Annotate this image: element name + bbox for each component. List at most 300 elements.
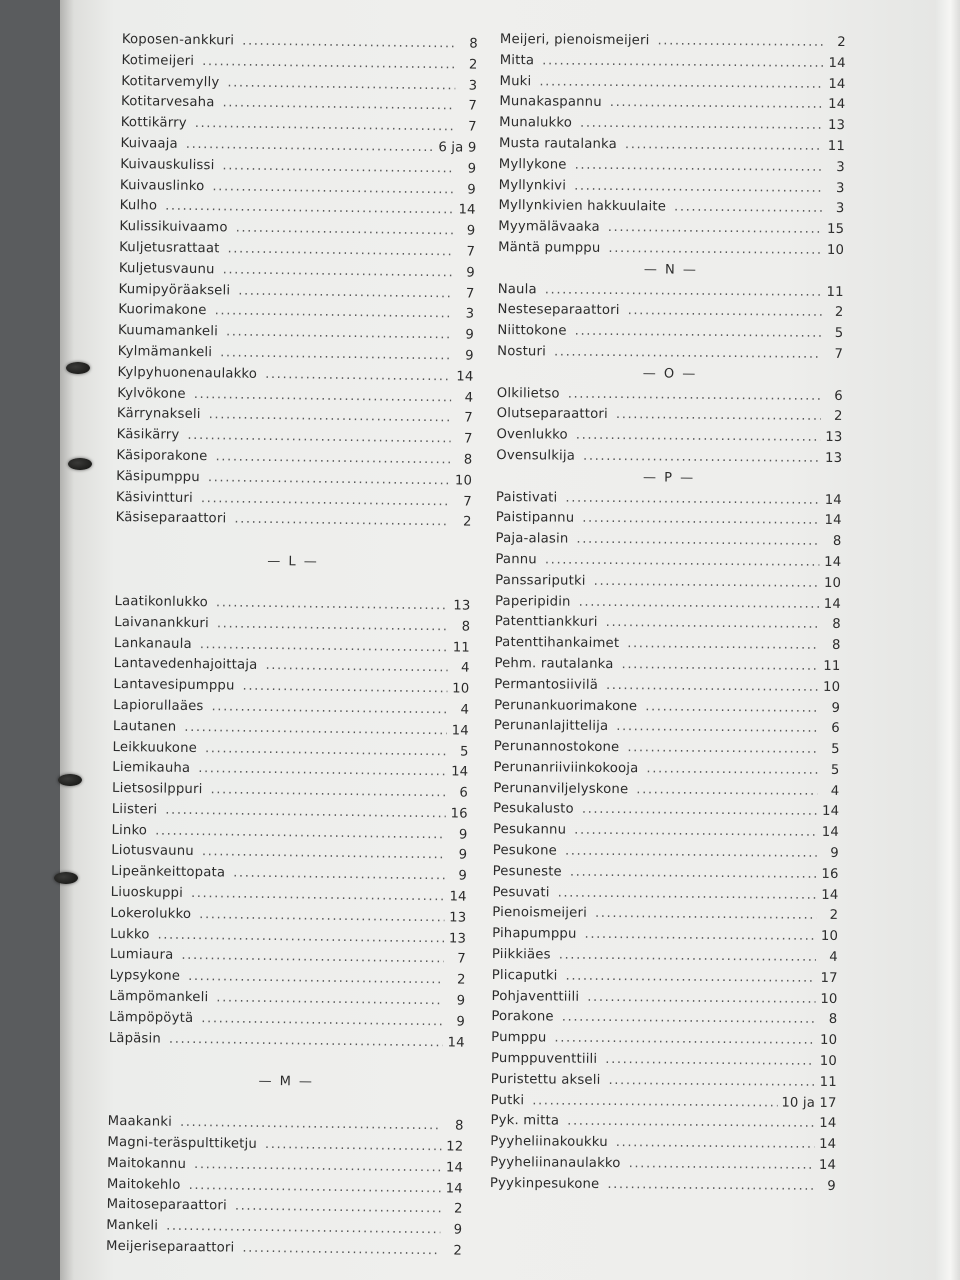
page-number: 12 [446, 1139, 464, 1155]
page-number: 14 [821, 887, 839, 903]
page-number: 2 [456, 972, 466, 988]
page-number: 6 ja 9 [438, 140, 477, 156]
index-term: Kuljetusvaunu [118, 260, 215, 277]
index-term: Perunannostokone [493, 739, 620, 756]
page-number: 17 [820, 970, 838, 986]
index-term: Piikkiäes [491, 947, 551, 963]
index-term: Panssariputki [495, 572, 586, 589]
dot-leader [606, 613, 819, 636]
index-term: Kuivauskulissi [120, 156, 215, 174]
index-entry [493, 841, 839, 865]
index-term: Lämpöpöytä [108, 1009, 194, 1026]
page-number: 2 [453, 1243, 463, 1259]
page-number: 14 [451, 723, 469, 739]
index-term: Paistivati [495, 489, 558, 506]
dot-leader [627, 738, 818, 760]
dot-leader [554, 1029, 815, 1052]
dot-leader [628, 301, 822, 323]
index-term: Pyykinpesukone [489, 1175, 600, 1192]
index-term: Muki [499, 73, 532, 89]
index-entry [499, 134, 845, 158]
index-entry [495, 550, 841, 574]
page-number: 14 [821, 825, 840, 841]
page-number: 7 [468, 119, 477, 135]
index-term: Meijeri, pienoismeijeri [499, 31, 650, 49]
index-term: Perunanriiviinkokooja [493, 759, 639, 777]
page-number: 9 [466, 223, 476, 239]
index-entry [496, 508, 842, 532]
index-entry [499, 176, 845, 200]
page-number: 4 [829, 949, 838, 966]
page-number: 2 [833, 409, 843, 425]
section-heading: — N — [643, 262, 698, 278]
index-entry [491, 987, 837, 1011]
page-number: 7 [464, 410, 474, 426]
index-term: Lantavedenhajoittaja [113, 656, 258, 674]
page-number: 4 [460, 702, 470, 718]
index-term: Perunanlajittelija [493, 718, 609, 735]
dot-leader [582, 800, 818, 823]
index-entry [490, 1153, 836, 1177]
dot-leader [584, 925, 816, 948]
index-entry [491, 1028, 837, 1052]
page-number: 6 [834, 388, 843, 404]
binder-ring-icon [66, 362, 90, 374]
page-number: 14 [824, 513, 842, 529]
index-column-left [106, 30, 478, 1262]
page-number: 2 [468, 57, 478, 73]
page-number: 14 [445, 1160, 464, 1176]
dot-leader [217, 614, 449, 638]
index-term: Olutseparaattori [496, 406, 609, 423]
dot-leader [242, 1239, 440, 1262]
index-term: Kotitarvemylly [121, 73, 220, 90]
binder-ring-icon [58, 774, 82, 786]
dot-leader [216, 988, 443, 1012]
index-entry [499, 113, 845, 137]
index-entry [494, 654, 840, 678]
index-term: Käsipumppu [116, 468, 200, 485]
page-number: 14 [447, 1035, 465, 1051]
index-term: Liemikauha [112, 760, 191, 777]
dot-leader [545, 280, 822, 303]
index-term: Kotimeijeri [121, 52, 195, 69]
page-number: 10 [826, 242, 845, 258]
page-number: 6 [459, 785, 469, 801]
index-term: Pyk. mitta [490, 1113, 560, 1129]
page-number: 13 [449, 910, 467, 926]
dot-leader [568, 384, 821, 407]
index-term: Myymälävaaka [498, 219, 600, 236]
page-number: 14 [458, 202, 476, 219]
page-number: 13 [453, 598, 471, 614]
index-term: Myllynkivien hakkuulaite [498, 198, 667, 215]
page-number: 8 [461, 619, 471, 635]
index-term: Maitokannu [107, 1155, 187, 1172]
page-number: 9 [467, 161, 477, 177]
index-term: Laivanankkuri [114, 614, 210, 631]
page-number: 9 [831, 700, 841, 716]
index-entry [492, 883, 838, 907]
page-number: 2 [837, 34, 846, 51]
page-number: 14 [818, 1157, 837, 1174]
index-term: Lietsosilppuri [111, 781, 203, 798]
dot-leader [216, 593, 449, 617]
page-number: 15 [827, 222, 845, 238]
index-term: Lämpömankeli [109, 988, 209, 1006]
page-number: 10 [820, 929, 839, 945]
page-number: 3 [465, 306, 475, 322]
index-entry [490, 1111, 836, 1135]
page-number: 10 [452, 681, 470, 697]
page-number: 3 [835, 201, 845, 217]
page-number: 9 [456, 1014, 466, 1030]
dot-leader [226, 323, 452, 347]
page-number: 14 [828, 97, 846, 113]
page-number: 9 [467, 182, 477, 198]
page-number: 9 [456, 993, 466, 1009]
dot-leader [579, 592, 820, 615]
page-number: 14 [819, 1137, 837, 1153]
index-term: Liisteri [111, 801, 158, 818]
index-entry [491, 1007, 837, 1031]
dot-leader [532, 1091, 777, 1114]
index-entry [499, 92, 845, 116]
dot-leader [574, 176, 823, 199]
index-term: Permantosiivilä [494, 676, 599, 693]
index-term: Lapiorullaäes [113, 697, 204, 715]
page-number: 13 [448, 931, 467, 947]
index-term: Kylvökone [117, 385, 186, 402]
index-entry [499, 72, 845, 96]
index-entry [497, 342, 843, 366]
index-term: Pyyheliinakoukku [490, 1134, 608, 1151]
page-number: 9 [465, 348, 474, 364]
dot-leader [607, 1175, 814, 1198]
page-number: 8 [828, 1012, 838, 1028]
page-number: 2 [834, 305, 844, 321]
page-number: 14 [819, 1116, 837, 1132]
dot-leader [616, 1133, 815, 1156]
index-term: Kuumamankeli [117, 323, 219, 340]
index-term: Pesuneste [492, 863, 562, 880]
index-term: Myllynkivi [498, 177, 567, 194]
index-term: Mitta [499, 52, 535, 69]
index-term: Käsiseparaattori [115, 510, 227, 527]
index-term: Maakanki [107, 1114, 173, 1130]
index-entry [494, 737, 840, 761]
index-term: Paperipidin [494, 593, 571, 610]
index-term: Patenttihankaimet [494, 635, 620, 652]
page-number: 4 [830, 783, 840, 799]
page-number: 10 [823, 679, 841, 695]
page-number: 9 [465, 327, 475, 343]
dot-leader [220, 343, 452, 367]
index-term: Kylmämankeli [117, 343, 213, 361]
page-number: 4 [460, 660, 470, 676]
index-entry [492, 903, 838, 927]
index-entry [493, 779, 839, 803]
binding-shadow [60, 0, 74, 1280]
index-term: Munakaspannu [499, 94, 602, 111]
dot-leader [565, 842, 817, 865]
dot-leader [627, 634, 819, 656]
index-term: Myllykone [498, 156, 567, 173]
dot-leader [608, 218, 823, 241]
index-entry [498, 238, 844, 262]
dot-leader [545, 550, 820, 573]
index-term: Läpäsin [108, 1030, 162, 1047]
index-entry [495, 591, 841, 615]
page-number: 10 [819, 1053, 838, 1070]
page-number: 4 [464, 390, 474, 406]
page-number: 9 [458, 847, 468, 864]
index-term: Kylpyhuonenaulakko [117, 364, 258, 382]
index-term: Leikkuukone [112, 739, 198, 756]
binder-ring-icon [54, 872, 78, 884]
dot-leader [235, 219, 453, 243]
index-term: Perunankuorimakone [494, 697, 638, 714]
index-term: Käsivintturi [115, 489, 194, 506]
index-entry [492, 924, 838, 948]
page-number: 8 [469, 36, 478, 52]
page-edge [936, 0, 960, 1280]
page-number: 8 [832, 617, 841, 633]
dot-leader [594, 572, 820, 595]
dot-leader [583, 447, 820, 470]
page-number: 14 [824, 492, 842, 508]
index-entry [491, 1049, 837, 1073]
index-term: Paja-alasin [495, 531, 569, 547]
dot-leader [575, 322, 822, 345]
index-entry [500, 51, 846, 75]
index-entry [497, 404, 843, 428]
section-heading: — O — [642, 366, 698, 382]
dot-leader [235, 1197, 441, 1220]
index-entry [490, 1174, 836, 1198]
index-entry [498, 217, 844, 241]
page-number: 10 [454, 473, 473, 489]
index-entry [497, 321, 843, 345]
dot-leader [636, 780, 817, 802]
page-number: 5 [834, 326, 844, 342]
page-number: 5 [830, 762, 840, 778]
section-heading: — L — [267, 554, 319, 570]
index-term: Mankeli [106, 1218, 159, 1234]
index-entry [498, 196, 844, 220]
dot-leader [539, 72, 823, 95]
index-term: Lukko [110, 926, 150, 943]
page-number: 3 [836, 159, 845, 175]
dot-leader [227, 73, 455, 97]
index-term: Kuljetusrattaat [119, 239, 220, 257]
page-number: 8 [454, 1118, 464, 1134]
index-entry [496, 488, 842, 512]
index-entry [492, 966, 838, 990]
index-term: Kuivauslinko [119, 177, 205, 194]
index-entry [496, 446, 842, 470]
page-number: 16 [450, 806, 468, 822]
index-entry [490, 1132, 836, 1156]
dot-leader [542, 51, 824, 74]
page-number: 9 [830, 845, 839, 862]
page-number: 7 [463, 431, 473, 447]
index-entry [496, 425, 842, 449]
dot-leader [587, 987, 815, 1010]
page-number: 9 [458, 868, 468, 884]
dot-leader [222, 260, 453, 284]
index-entry [497, 384, 843, 408]
index-entry [495, 529, 841, 553]
index-term: Paistipannu [495, 510, 575, 526]
page-number: 7 [463, 494, 472, 510]
page-number: 13 [825, 450, 843, 466]
dot-leader [674, 198, 823, 220]
page-number: 10 [820, 991, 838, 1007]
index-term: Kumipyöräakseli [118, 281, 231, 299]
page-number: 7 [457, 951, 466, 968]
index-entry [493, 862, 839, 886]
index-entry [497, 300, 843, 324]
index-term: Kuorimakone [118, 302, 207, 319]
dot-leader [554, 342, 821, 365]
index-entry [491, 1091, 837, 1115]
index-term: Olkilietso [496, 385, 560, 402]
page-number: 10 [819, 1033, 838, 1049]
dot-leader [265, 365, 452, 388]
index-term: Meijeriseparaattori [105, 1238, 235, 1256]
dot-leader [234, 510, 450, 534]
index-term: Magni-teräspulttiketju [107, 1134, 258, 1152]
dot-leader [582, 509, 820, 532]
page-number: 9 [827, 1178, 836, 1194]
index-term: Plicaputki [491, 967, 558, 984]
dot-leader [565, 966, 815, 989]
page-number: 8 [463, 452, 473, 468]
dot-leader [595, 904, 816, 927]
dot-leader [576, 530, 819, 553]
index-term: Pumppu [491, 1030, 547, 1046]
dot-leader [238, 281, 453, 305]
page-number: 14 [823, 596, 842, 612]
index-entry [491, 1070, 837, 1094]
page-number: 13 [825, 429, 843, 446]
index-term: Pumppuventtiili [490, 1051, 598, 1067]
page-number: 8 [832, 534, 842, 550]
section-heading: — M — [258, 1074, 315, 1091]
page-number: 14 [449, 889, 467, 905]
index-term: Laatikonlukko [114, 593, 209, 611]
dot-leader [608, 1071, 815, 1094]
page-number: 10 [823, 575, 842, 591]
dot-leader [559, 946, 816, 969]
index-entry [494, 716, 840, 740]
index-term: Ovensulkija [496, 447, 576, 464]
dot-leader [574, 821, 817, 844]
index-term: Niittokone [497, 323, 567, 339]
index-term: Nosturi [497, 343, 547, 360]
dot-leader [222, 156, 454, 180]
index-term: Käsikärry [116, 427, 180, 443]
index-entry [493, 799, 839, 823]
page-number: 16 [821, 866, 839, 882]
page-number: 5 [459, 743, 469, 760]
dot-leader [242, 677, 447, 700]
index-entry [499, 155, 845, 179]
page-number: 11 [819, 1074, 837, 1090]
dot-leader [621, 655, 818, 678]
page-number: 14 [451, 764, 469, 780]
index-page [60, 0, 960, 1280]
page-number: 7 [468, 98, 478, 115]
dot-leader [227, 239, 453, 263]
index-term: Pannu [495, 551, 537, 568]
index-entry [498, 280, 844, 304]
page-number: 7 [834, 346, 844, 362]
index-term: Munalukko [499, 115, 573, 131]
dot-leader [575, 155, 823, 178]
index-term: Pihapumppu [492, 926, 577, 942]
index-term: Pohjaventtiili [491, 988, 580, 1005]
index-term: Perunanviljelyskone [493, 780, 629, 797]
index-entry [494, 675, 840, 699]
page-number: 8 [831, 638, 841, 654]
page-number: 9 [466, 265, 475, 281]
index-term: Kuivaaja [120, 135, 178, 152]
index-term: Kulissikuivaamo [119, 219, 228, 236]
index-term: Pyyheliinanaulakko [490, 1154, 621, 1172]
dot-leader [570, 863, 817, 886]
index-term: Liotusvaunu [111, 843, 194, 860]
index-entry [495, 612, 841, 636]
dot-leader [169, 1029, 443, 1053]
dot-leader [616, 717, 818, 740]
dot-leader [616, 405, 821, 428]
page-number: 11 [827, 138, 846, 154]
index-term: Patenttiankkuri [494, 614, 598, 631]
index-term: Pesuvati [492, 884, 550, 901]
index-term: Maitokehlo [106, 1176, 181, 1193]
page-number: 9 [458, 827, 468, 843]
index-term: Lautanen [112, 718, 177, 735]
index-term: Lypsykone [109, 968, 181, 985]
page-number: 10 ja 17 [781, 1095, 837, 1111]
index-term: Lankanaula [113, 635, 192, 652]
page-number: 7 [466, 244, 476, 260]
page-number: 11 [826, 284, 844, 300]
page-number: 2 [462, 514, 472, 530]
index-term: Kulho [119, 198, 158, 214]
index-term: Kärrynakseli [116, 406, 201, 423]
dot-leader [558, 883, 817, 906]
index-term: Ovenlukko [496, 427, 568, 443]
page-number: 11 [452, 639, 471, 656]
page-number: 5 [831, 742, 840, 758]
index-term: Kottikärry [120, 115, 187, 132]
page-number: 14 [828, 76, 846, 92]
index-term: Lumiaura [109, 947, 174, 964]
page-number: 14 [824, 554, 842, 570]
dot-leader [608, 239, 822, 262]
page-number: 11 [823, 658, 841, 674]
dot-leader [233, 864, 445, 888]
dot-leader [265, 1135, 442, 1158]
binder-ring-icon [68, 458, 92, 470]
dot-leader [657, 31, 824, 53]
index-term: Pehm. rautalanka [494, 655, 614, 672]
page-number: 3 [468, 78, 478, 94]
dot-leader [265, 656, 447, 679]
